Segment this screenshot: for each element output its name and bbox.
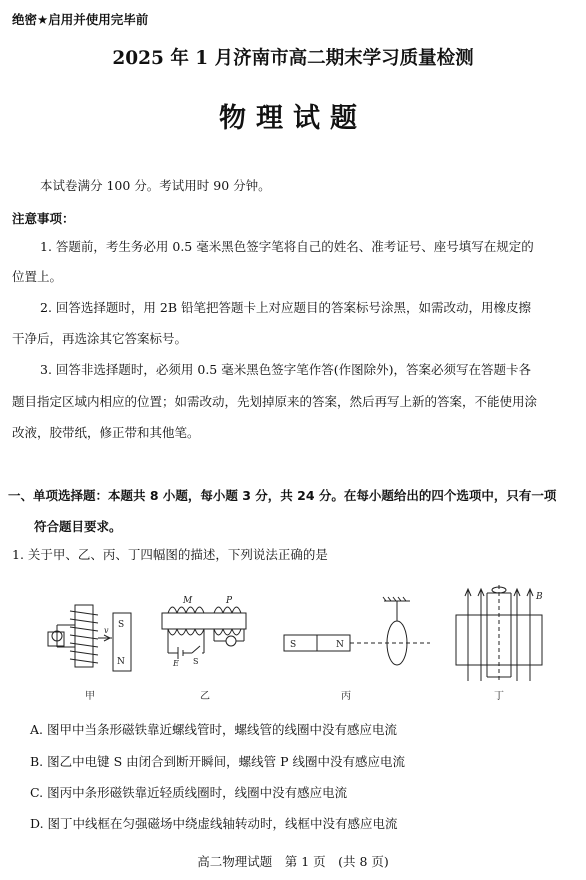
exam-title: 2025 年 1 月济南市高二期末学习质量检测 xyxy=(112,48,474,69)
section-1-heading-continued: 符合题目要求。 xyxy=(34,519,122,534)
fig3-s-label: S xyxy=(290,640,297,650)
notice-item-2-line-1: 2. 回答选择题时，用 2B 铅笔把答题卡上对应题目的答案标号涂黑，如需改动，用橡皮擦 xyxy=(40,300,531,315)
notice-heading: 注意事项： xyxy=(12,211,75,226)
fig2-s-label: S xyxy=(193,657,199,666)
figure-label-jia: 甲 xyxy=(85,691,95,702)
question-1-stem: 1. 关于甲、乙、丙、丁四幅图的描述，下列说法正确的是 xyxy=(12,547,328,562)
notice-item-3-line-2: 题目指定区域内相应的位置；如需改动，先划掉原来的答案，然后再写上新的答案，不能使用涂 xyxy=(12,394,538,409)
figure-jia xyxy=(48,605,131,671)
fig1-n-label: N xyxy=(117,657,125,667)
notice-item-1-line-1: 1. 答题前，考生务必用 0.5 毫米黑色签字笔将自己的姓名、准考证号、座号填写在规定的 xyxy=(40,239,534,254)
figure-label-bing: 丙 xyxy=(341,691,351,702)
fig1-s-label: S xyxy=(118,620,125,630)
figure-bing xyxy=(284,597,430,665)
notice-item-2-line-2: 干净后，再选涂其它答案标号。 xyxy=(12,331,188,346)
question-1-option-b: B. 图乙中电键 S 由闭合到断开瞬间，螺线管 P 线圈中没有感应电流 xyxy=(30,754,406,769)
figure-yi xyxy=(162,596,246,668)
fig2-m-label: M xyxy=(183,596,193,606)
section-1-heading: 一、单项选择题：本题共 8 小题，每小题 3 分，共 24 分。在每小题给出的四个选项中，只有一项 xyxy=(8,488,557,503)
figure-label-yi: 乙 xyxy=(200,691,210,702)
notice-item-1-line-2: 位置上。 xyxy=(12,269,63,284)
exam-intro: 本试卷满分 100 分。考试用时 90 分钟。 xyxy=(40,178,271,193)
fig3-n-label: N xyxy=(336,640,344,650)
notice-item-3-line-3: 改液，胶带纸，修正带和其他笔。 xyxy=(12,425,200,440)
fig1-v-label: v xyxy=(104,626,109,635)
notice-item-3-line-1: 3. 回答非选择题时，必须用 0.5 毫米黑色签字笔作答(作图除外)，答案必须写在答题卡各 xyxy=(40,362,531,377)
question-1-option-d: D. 图丁中线框在匀强磁场中绕虚线轴转动时，线框中没有感应电流 xyxy=(30,816,398,831)
fig2-p-label: P xyxy=(226,596,233,606)
question-1-option-c: C. 图丙中条形磁铁靠近轻质线圈时，线圈中没有感应电流 xyxy=(30,785,348,800)
subject-title: 物理试题 xyxy=(219,103,367,134)
secret-mark: 绝密★启用并使用完毕前 xyxy=(12,12,149,27)
fig4-b-label: B xyxy=(536,592,543,602)
fig2-e-label: E xyxy=(173,659,179,668)
question-1-figures xyxy=(0,575,586,705)
figure-label-ding: 丁 xyxy=(494,691,504,702)
figure-ding xyxy=(456,585,543,683)
page-footer: 高二物理试题 第 1 页 (共 8 页) xyxy=(197,854,389,869)
question-1-option-a: A. 图甲中当条形磁铁靠近螺线管时，螺线管的线圈中没有感应电流 xyxy=(30,722,397,737)
